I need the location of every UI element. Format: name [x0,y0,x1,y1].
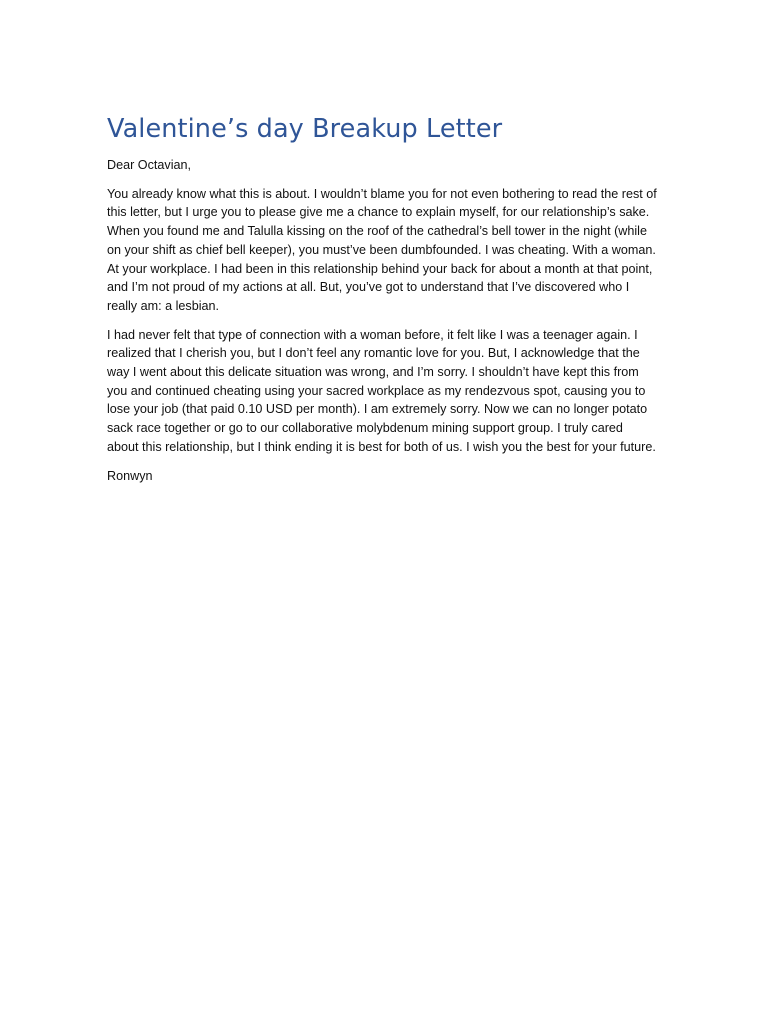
paragraph-2: I had never felt that type of connection with a woman before, it felt like I was a teenager again. I realized that I cherish you, but I don’t feel any romantic love for you. But, I acknowledge that the way I went about this delicate situation was wrong, and I’m sorry. I shouldn’t have kept this from you and continued cheating using your sacred workplace as my rendezvous spot, causing you to lose your job (that paid 0.10 USD per month). I am extremely sorry. Now we can no longer potato sack race together or go to our collaborative molybdenum mining support group. I truly cared about this relationship, but I think ending it is best for both of us. I wish you the best for your future. [107,327,656,454]
paragraph-1: You already know what this is about. I wouldn’t blame you for not even bothering to read the rest of this letter, but I urge you to please give me a chance to explain myself, for our relationship’s sake. When you found me and Talulla kissing on the roof of the cathedral’s bell tower in the night (while on your shift as chief bell keeper), you must’ve been dumbfounded. I was cheating. With a woman. At your workplace. I had been in this relationship behind your back for about a month at that point, and I’m not proud of my actions at all. But, you’ve got to understand that I’ve discovered who I really am: a lesbian. [107,186,657,313]
salutation: Dear Octavian, [107,158,191,172]
signature: Ronwyn [107,468,153,483]
letter-body [107,112,657,495]
letter-title: Valentine’s day Breakup Letter [107,114,503,144]
